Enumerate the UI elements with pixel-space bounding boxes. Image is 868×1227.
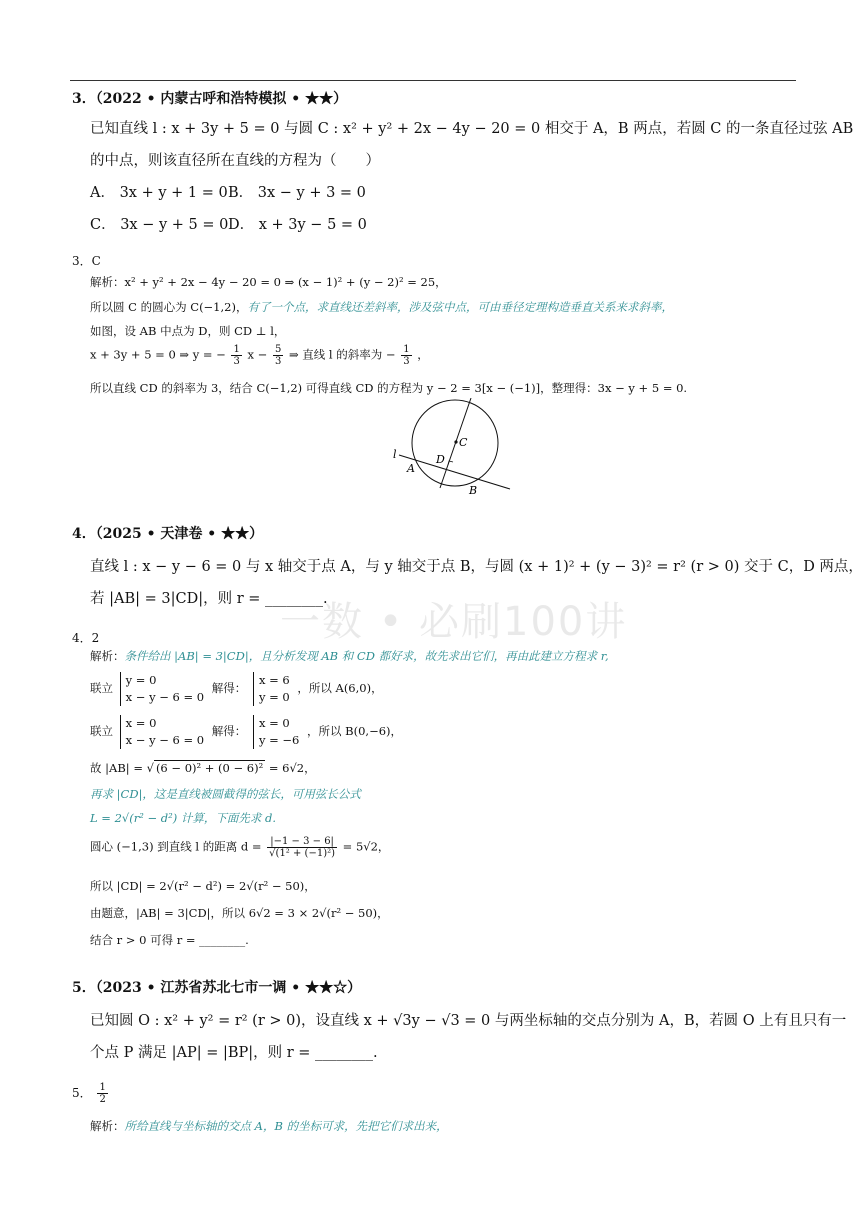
fraction-numerator: 5 bbox=[274, 344, 282, 355]
fraction-numerator: 1 bbox=[99, 1082, 106, 1093]
solution-2: y = 0 bbox=[258, 690, 290, 704]
answer-4-note-2: L = 2√(r² − d²) 计算，下面先求 d. bbox=[90, 811, 277, 825]
answer-3-line-3: 如图，设 AB 中点为 D，则 CD ⊥ l， bbox=[90, 324, 286, 338]
question-5-heading: 5．（2023 • 江苏省苏北七市一调 • ★★☆） bbox=[72, 980, 362, 996]
answer-5-number bbox=[72, 1082, 110, 1105]
answer-4-line-10: 结合 r > 0 可得 r = ________. bbox=[90, 933, 249, 947]
question-5-line-1: 已知圆 O : x² + y² = r² (r > 0)，设直线 x + √3y − √3 = 0 与两坐标轴的交点分别为 A，B，若圆 O 上有且只有一 bbox=[90, 1013, 847, 1029]
answer-3-number: 3．C bbox=[72, 254, 101, 268]
answer-3-line-2-note: 有了一个点，求直线还差斜率，涉及弦中点，可由垂径定理构造垂直关系来求斜率， bbox=[247, 300, 673, 314]
answer-4-line-4: 故 |AB| = √ (6 − 0)² + (0 − 6)² = 6√2， bbox=[90, 761, 316, 775]
distance-label: 圆心 (−1,3) 到直线 l 的距离 d = bbox=[90, 839, 262, 854]
answer-3-line-1: 解析：x² + y² + 2x − 4y − 20 = 0 ⇒ (x − 1)² + (y − 2)² = 25， bbox=[90, 275, 447, 289]
answer-4-line-7 bbox=[90, 836, 389, 859]
system-eq-1: y = 0 bbox=[125, 673, 157, 687]
solution-system bbox=[253, 715, 299, 749]
answer-4-line-1-note: 条件给出 |AB| = 3|CD|，且分析发现 AB 和 CD 都好求，故先求出它们，再由此建立方程求 r, bbox=[124, 649, 609, 663]
distance-fraction bbox=[267, 836, 337, 859]
system-eq-1: x = 0 bbox=[125, 716, 157, 730]
answer-4-line-2 bbox=[90, 672, 383, 706]
answer-5-fraction bbox=[97, 1082, 107, 1105]
answer-3-line-4-a: x + 3y + 5 = 0 ⇒ y = − bbox=[90, 347, 226, 362]
label-d: D bbox=[436, 453, 445, 466]
fraction-one-third bbox=[231, 344, 241, 367]
answer-4-line-8: 所以 |CD| = 2√(r² − d²) = 2√(r² − 50)， bbox=[90, 879, 316, 893]
answer-5-line-1-note: 所给直线与坐标轴的交点 A，B 的坐标可求，先把它们求出来， bbox=[124, 1119, 448, 1133]
answer-3-line-4-c: ⇒ 直线 l 的斜率为 − bbox=[288, 347, 396, 362]
distance-result: = 5√2， bbox=[342, 839, 390, 854]
option-c: C． 3x − y + 5 = 0 bbox=[90, 217, 229, 233]
system-label: 联立 bbox=[90, 724, 113, 738]
option-d: D． x + 3y − 5 = 0 bbox=[228, 217, 367, 233]
solve-label: 解得： bbox=[211, 681, 247, 695]
result-a: ，所以 A(6,0)， bbox=[297, 681, 383, 695]
solution-1: x = 0 bbox=[258, 716, 290, 730]
answer-4-line-1 bbox=[90, 648, 609, 664]
question-4-heading: 4．（2025 • 天津卷 • ★★） bbox=[72, 526, 264, 542]
label-c: C bbox=[459, 436, 468, 449]
fraction-numerator: 1 bbox=[403, 344, 410, 355]
answer-5-line-1-label: 解析： bbox=[90, 1119, 125, 1133]
question-4-line-1: 直线 l : x − y − 6 = 0 与 x 轴交于点 A，与 y 轴交于点 B，与圆 (x + 1)² + (y − 3)² = r² (r > 0) 交于 C，D 两点， bbox=[90, 559, 863, 575]
fraction-denominator: 3 bbox=[403, 356, 410, 367]
ab-length-result: = 6√2， bbox=[265, 761, 316, 775]
fraction-denominator: 3 bbox=[233, 356, 240, 367]
circle-chord-figure bbox=[385, 398, 515, 498]
label-b: B bbox=[469, 484, 478, 497]
solve-label: 解得： bbox=[211, 724, 247, 738]
equation-system bbox=[120, 672, 204, 706]
center-point bbox=[454, 440, 457, 443]
question-3-line-1: 已知直线 l : x + 3y + 5 = 0 与圆 C : x² + y² + 2x − 4y − 20 = 0 相交于 A，B 两点，若圆 C 的一条直径过弦 AB bbox=[90, 121, 854, 137]
fraction-denominator: √(1² + (−1)²) bbox=[269, 848, 336, 859]
solution-system bbox=[253, 672, 290, 706]
line-l bbox=[399, 455, 510, 489]
right-angle-mark bbox=[448, 461, 453, 465]
question-4-line-2: 若 |AB| = 3|CD|，则 r = ________. bbox=[90, 591, 328, 607]
answer-3-line-4-d: ， bbox=[417, 347, 429, 362]
result-b: ，所以 B(0,−6)， bbox=[307, 724, 403, 738]
answer-3-line-4 bbox=[90, 344, 429, 367]
answer-5-label: 5． bbox=[72, 1086, 92, 1100]
system-label: 联立 bbox=[90, 681, 113, 695]
header-rule bbox=[70, 80, 796, 81]
answer-5-line-1 bbox=[90, 1118, 448, 1134]
solution-2: y = −6 bbox=[258, 733, 300, 747]
question-3-heading: 3．（2022 • 内蒙古呼和浩特模拟 • ★★） bbox=[72, 91, 348, 107]
answer-4-line-9: 由题意，|AB| = 3|CD|，所以 6√2 = 3 × 2√(r² − 50)， bbox=[90, 906, 389, 920]
answer-3-line-4-b: x − bbox=[247, 347, 268, 362]
solution-1: x = 6 bbox=[258, 673, 290, 687]
answer-3-line-2-text: 所以圆 C 的圆心为 C(−1,2)， bbox=[90, 300, 248, 314]
answer-4-line-1-label: 解析： bbox=[90, 649, 125, 663]
fraction-denominator: 3 bbox=[274, 356, 282, 367]
question-3-line-2: 的中点，则该直径所在直线的方程为（ ） bbox=[90, 153, 380, 169]
ab-sqrt: (6 − 0)² + (0 − 6)² bbox=[155, 761, 264, 775]
answer-4-number: 4．2 bbox=[72, 631, 100, 645]
question-5-line-2: 个点 P 满足 |AP| = |BP|，则 r = ________. bbox=[90, 1045, 378, 1061]
answer-3-line-5: 所以直线 CD 的斜率为 3，结合 C(−1,2) 可得直线 CD 的方程为 y − 2 = 3[x − (−1)]，整理得：3x − y + 5 = 0. bbox=[90, 381, 688, 395]
fraction-numerator: 1 bbox=[233, 344, 240, 355]
answer-4-note-1: 再求 |CD|，这是直线被圆截得的弦长，可用弦长公式 bbox=[90, 787, 361, 801]
equation-system bbox=[120, 715, 204, 749]
label-a: A bbox=[407, 462, 415, 475]
watermark: 一数 • 必刷100讲 bbox=[280, 599, 628, 645]
fraction-numerator: |−1 − 3 − 6| bbox=[267, 836, 337, 848]
option-b: B． 3x − y + 3 = 0 bbox=[228, 185, 366, 201]
system-eq-2: x − y − 6 = 0 bbox=[125, 690, 205, 704]
ab-length-label: 故 |AB| = bbox=[90, 761, 143, 775]
fraction-five-thirds bbox=[273, 344, 283, 367]
system-eq-2: x − y − 6 = 0 bbox=[125, 733, 205, 747]
answer-3-line-2 bbox=[90, 299, 673, 315]
option-a: A． 3x + y + 1 = 0 bbox=[90, 185, 228, 201]
answer-4-line-3 bbox=[90, 715, 402, 749]
fraction-slope bbox=[401, 344, 411, 367]
fraction-denominator: 2 bbox=[99, 1094, 106, 1105]
label-l: l bbox=[393, 448, 397, 461]
